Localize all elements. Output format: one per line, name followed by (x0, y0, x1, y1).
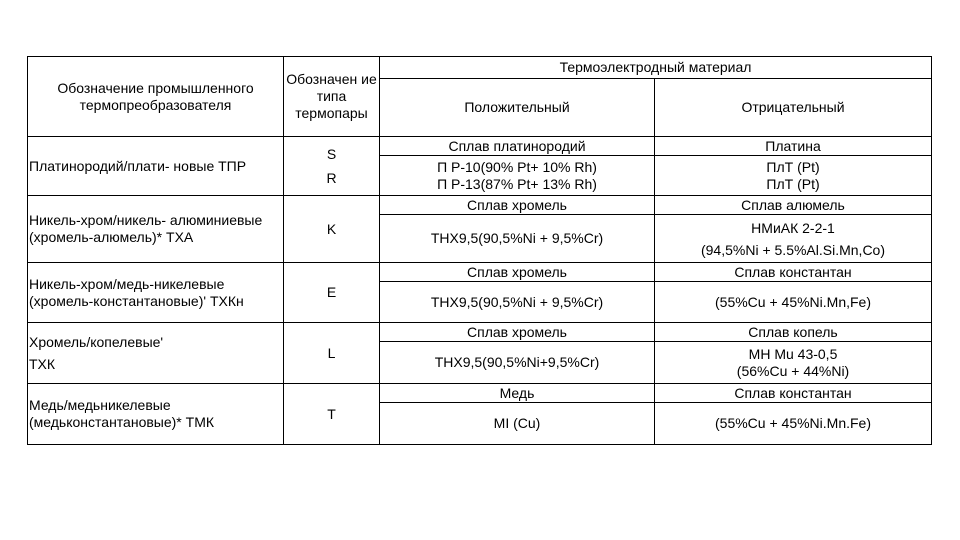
positive-title: Сплав хромель (380, 196, 655, 215)
negative-title: Сплав константан (655, 384, 932, 403)
row-name: Никель-хром/никель- алюминиевые (хромель-алюмель)* ТХА (28, 196, 284, 263)
header-material: Термоэлектродный материал (380, 57, 932, 79)
header-designation: Обозначение промышленного термопреобразователя (28, 57, 284, 137)
header-positive: Положительный (380, 79, 655, 137)
positive-detail: МI (Cu) (380, 403, 655, 445)
negative-title: Платина (655, 137, 932, 156)
positive-title: Сплав хромель (380, 323, 655, 342)
row-type: K (284, 196, 380, 263)
row-name: Медь/медьникелевые (медьконстантановые)* ТМК (28, 384, 284, 445)
negative-detail: (55%Cu + 45%Ni.Mn,Fe) (655, 282, 932, 323)
row-type: E (284, 263, 380, 323)
row-type: S R (284, 137, 380, 196)
header-negative: Отрицательный (655, 79, 932, 137)
thermocouple-table (27, 56, 932, 445)
positive-detail: ТНХ9,5(90,5%Ni + 9,5%Cr) (380, 215, 655, 263)
negative-detail: НМиАК 2-2-1 (94,5%Ni + 5.5%Al.Si.Mn,Co) (655, 215, 932, 263)
negative-detail: МН Мu 43-0,5 (56%Cu + 44%Ni) (655, 342, 932, 384)
negative-title: Сплав алюмель (655, 196, 932, 215)
row-name: Платинородий/плати- новые ТПР (28, 137, 284, 196)
negative-detail: (55%Cu + 45%Ni.Mn.Fe) (655, 403, 932, 445)
positive-title: Сплав платинородий (380, 137, 655, 156)
row-name: Хромель/копелевые' ТХК (28, 323, 284, 384)
positive-detail: ТНХ9,5(90,5%Ni + 9,5%Cr) (380, 282, 655, 323)
positive-detail: П Р-10(90% Pt+ 10% Rh) П Р-13(87% Pt+ 13% Rh) (380, 156, 655, 196)
positive-title: Медь (380, 384, 655, 403)
header-type: Обозначен ие типа термопары (284, 57, 380, 137)
row-name: Никель-хром/медь-никелевые (хромель-константановые)' ТХКн (28, 263, 284, 323)
row-type: T (284, 384, 380, 445)
row-type: L (284, 323, 380, 384)
positive-title: Сплав хромель (380, 263, 655, 282)
negative-title: Сплав копель (655, 323, 932, 342)
positive-detail: ТНХ9,5(90,5%Ni+9,5%Cr) (380, 342, 655, 384)
negative-title: Сплав константан (655, 263, 932, 282)
negative-detail: ПлТ (Pt) ПлТ (Pt) (655, 156, 932, 196)
